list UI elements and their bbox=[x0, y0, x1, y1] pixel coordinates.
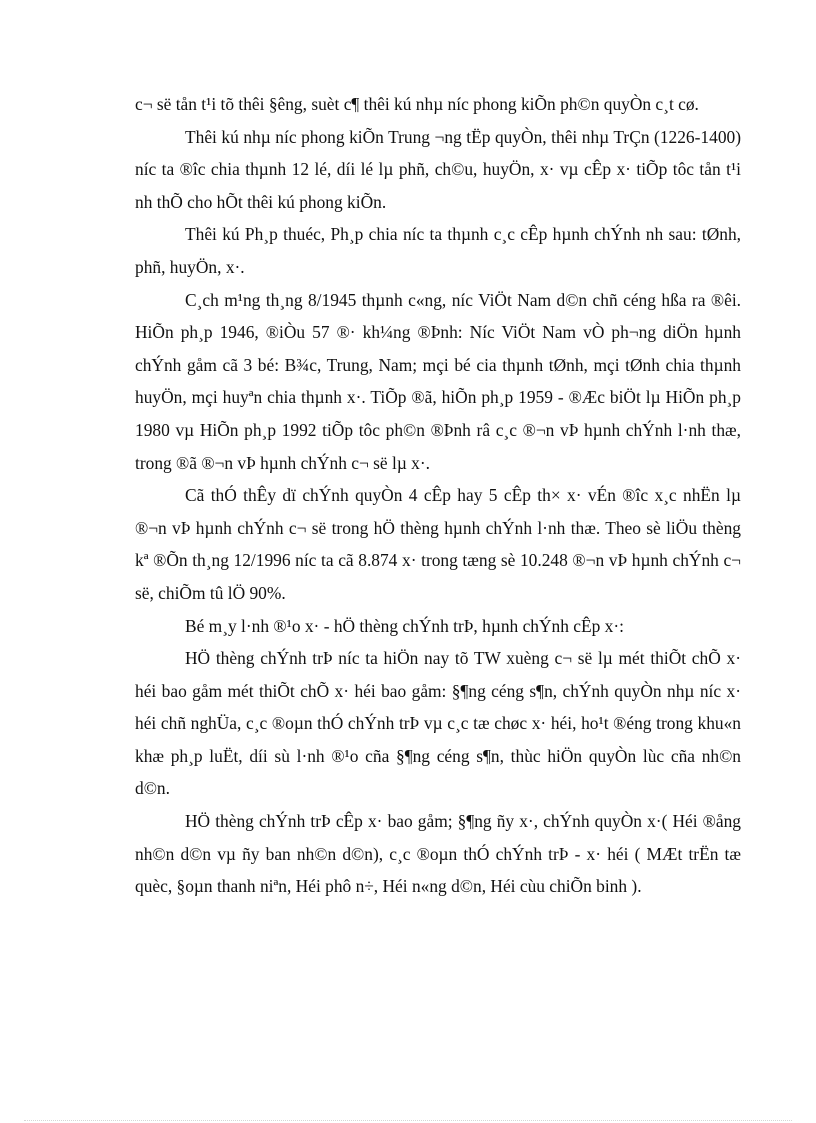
paragraph-8: HÖ thèng chÝnh trÞ cÊp x· bao gåm; §¶ng ñy x·, chÝnh quyÒn x·( Héi ®ång nh©n d©n vµ ñy ban nh©n d©n), c¸c ®oµn thÓ chÝnh trÞ - x· héi ( MÆt trËn tæ quèc, §oµn thanh niªn, Héi phô n÷, Héi n«ng d©n, Héi cùu chiÕn binh ). bbox=[135, 811, 741, 897]
paragraph-6: Bé m¸y l·nh ®¹o x· - hÖ thèng chÝnh trÞ, hµnh chÝnh cÊp x·: bbox=[185, 615, 624, 636]
page-bottom-divider bbox=[24, 1120, 792, 1121]
paragraph-2: Thêi kú nhµ níc phong kiÕn Trung ¬ng tËp quyÒn, thêi nhµ TrÇn (1226-1400) níc ta ®îc chia thµnh 12 lé, díi lé lµ phñ, ch©u, huyÖn, x· vµ cÊp x· tiÕp tôc tån t¹i nh thÕ cho hÕt thêi kú phong kiÕn. bbox=[135, 126, 741, 212]
body-text bbox=[135, 88, 741, 903]
paragraph-7: HÖ thèng chÝnh trÞ níc ta hiÖn nay tõ TW xuèng c¬ së lµ mét thiÕt chÕ x· héi bao gåm mét thiÕt chÕ x· héi bao gåm: §¶ng céng s¶n, chÝnh quyÒn nhµ níc x· héi chñ nghÜa, c¸c ®oµn thÓ chÝnh trÞ vµ c¸c tæ chøc x· héi, ho¹t ®éng trong khu«n khæ ph¸p luËt, díi sù l·nh ®¹o cña §¶ng céng s¶n, thùc hiÖn quyÒn lùc cña nh©n d©n. bbox=[135, 648, 741, 799]
paragraph-3: Thêi kú Ph¸p thuéc, Ph¸p chia níc ta thµnh c¸c cÊp hµnh chÝnh nh sau: tØnh, phñ, huyÖn, x·. bbox=[135, 224, 741, 277]
paragraph-5: Cã thÓ thÊy dï chÝnh quyÒn 4 cÊp hay 5 cÊp th× x· vÉn ®îc x¸c nhËn lµ ®¬n vÞ hµnh chÝnh c¬ së trong hÖ thèng hµnh chÝnh l·nh thæ. Theo sè liÖu thèng kª ®Õn th¸ng 12/1996 níc ta cã 8.874 x· trong tæng sè 10.248 ®¬n vÞ hµnh chÝnh c¬ së, chiÕm tû lÖ 90%. bbox=[135, 485, 741, 603]
paragraph-1: c¬ së tån t¹i tõ thêi §êng, suèt c¶ thêi kú nhµ níc phong kiÕn ph©n quyÒn c¸t cø. bbox=[135, 94, 699, 114]
paragraph-4: C¸ch m¹ng th¸ng 8/1945 thµnh c«ng, níc ViÖt Nam d©n chñ céng hßa ra ®êi. HiÕn ph¸p 1946, ®iÒu 57 ®· kh¼ng ®Þnh: Níc ViÖt Nam vÒ ph¬ng diÖn hµnh chÝnh gåm cã 3 bé: B¾c, Trung, Nam; mçi bé cia thµnh tØnh, mçi tØnh chia thµnh huyÖn, mçi huyªn chia thµnh x·. TiÕp ®ã, hiÕn ph¸p 1959 - ®Æc biÖt lµ HiÕn ph¸p 1980 vµ HiÕn ph¸p 1992 tiÕp tôc ph©n ®Þnh râ c¸c ®¬n vÞ hµnh chÝnh l·nh thæ, trong ®ã ®¬n vÞ hµnh chÝnh c¬ së lµ x·. bbox=[135, 289, 741, 473]
